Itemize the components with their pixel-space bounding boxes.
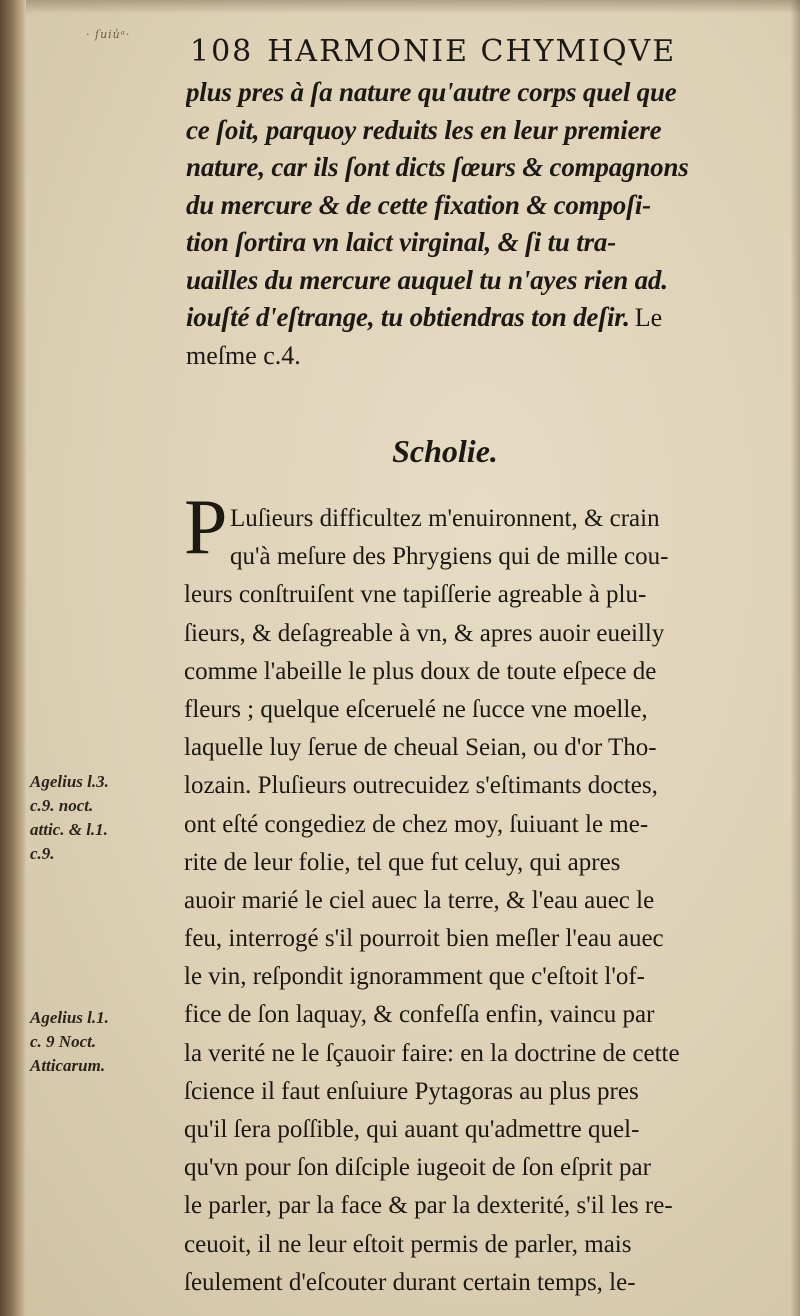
text-line: Luſieurs difficultez m'enuironnent, & crain: [230, 505, 660, 532]
marginal-note-line: Atticarum.: [30, 1056, 106, 1075]
ink-scribble: · ſuiu̾ᵃ·: [86, 28, 131, 41]
marginal-note-line: c. 9 Noct.: [30, 1032, 97, 1051]
text-line: fleurs ; quelque eſceruelé ne ſucce vne moelle,: [184, 695, 648, 723]
text-line: la verité ne le ſçauoir faire: en la doctrine de cette: [184, 1039, 680, 1067]
marginal-note-line: c.9. noct.: [30, 796, 94, 815]
page-number: 108: [190, 34, 254, 69]
running-title: HARMONIE CHYMIQVE: [267, 34, 677, 69]
reference-line: meſme c.4.: [186, 340, 301, 370]
page-shadow: [26, 0, 800, 14]
marginal-note: [30, 1006, 178, 1078]
text-line: plus pres à ſa nature qu'autre corps quel que: [186, 77, 677, 107]
italic-quotation: [186, 74, 786, 374]
text-line: ſieurs, & deſagreable à vn, & apres auoir eueilly: [184, 619, 665, 647]
drop-capital: P: [184, 483, 228, 570]
text-line: ont eſté congediez de chez moy, ſuiuant le me-: [184, 810, 649, 838]
marginal-note-line: Agelius l.3.: [30, 772, 109, 791]
marginal-note-line: Agelius l.1.: [30, 1008, 109, 1027]
text-line: le parler, par la face & par la dexterité, s'il les re-: [184, 1192, 673, 1220]
text-line: fice de ſon laquay, & confeſſa enfin, vaincu par: [184, 1001, 655, 1029]
text-line: auoir marié le ciel auec la terre, & l'eau auec le: [184, 886, 655, 914]
roman-segment: Le: [634, 303, 663, 332]
text-line: ce ſoit, parquoy reduits les en leur premiere: [186, 114, 662, 145]
text-line: laquelle luy ſerue de cheual Seian, ou d'or Tho-: [184, 734, 657, 762]
text-line: ceuoit, il ne leur eſtoit permis de parler, mais: [184, 1230, 632, 1258]
book-binding: [0, 0, 26, 1316]
text-line: qu'à meſure des Phrygiens qui de mille cou-: [230, 543, 669, 571]
running-header: [190, 34, 770, 69]
text-line: [186, 299, 786, 337]
text-line: qu'il ſera poſſible, qui auant qu'admettre quel-: [184, 1116, 640, 1143]
italic-segment: iouſté d'eſtrange, tu obtiendras ton deſir.: [186, 302, 630, 332]
text-line: uailles du mercure auquel tu n'ayes rien ad.: [186, 264, 668, 295]
section-heading: Scholie.: [392, 433, 498, 469]
text-line: leurs conſtruiſent vne tapiſſerie agreable à plu-: [184, 581, 647, 609]
text-line: ſeulement d'eſcouter durant certain temps, le-: [184, 1268, 636, 1296]
text-line: le vin, reſpondit ignoramment que c'eſtoit l'of-: [184, 963, 645, 991]
text-line: nature, car ils ſont dicts ſœurs & compagnons: [186, 152, 689, 182]
text-line: lozain. Pluſieurs outrecuidez s'eſtimants doctes,: [184, 772, 658, 800]
text-line: tion ſortira vn laict virginal, & ſi tu tra-: [186, 227, 616, 257]
text-line: comme l'abeille le plus doux de toute eſpece de: [184, 657, 657, 685]
page-edge: [790, 0, 800, 1316]
marginal-note-line: c.9.: [30, 844, 55, 863]
text-line: feu, interrogé s'il pourroit bien meſler l'eau auec: [184, 925, 664, 953]
text-line: ſcience il faut enſuiure Pytagoras au plus pres: [184, 1077, 639, 1105]
text-line: qu'vn pour ſon diſciple iugeoit de ſon eſprit par: [184, 1154, 651, 1182]
text-line: rite de leur folie, tel que fut celuy, qui apres: [184, 848, 621, 876]
scholie-text: [184, 500, 790, 1302]
marginal-note-line: attic. & l.1.: [30, 820, 108, 839]
text-line: du mercure & de cette fixation & compoſi-: [186, 189, 651, 220]
marginal-note: [30, 770, 178, 866]
